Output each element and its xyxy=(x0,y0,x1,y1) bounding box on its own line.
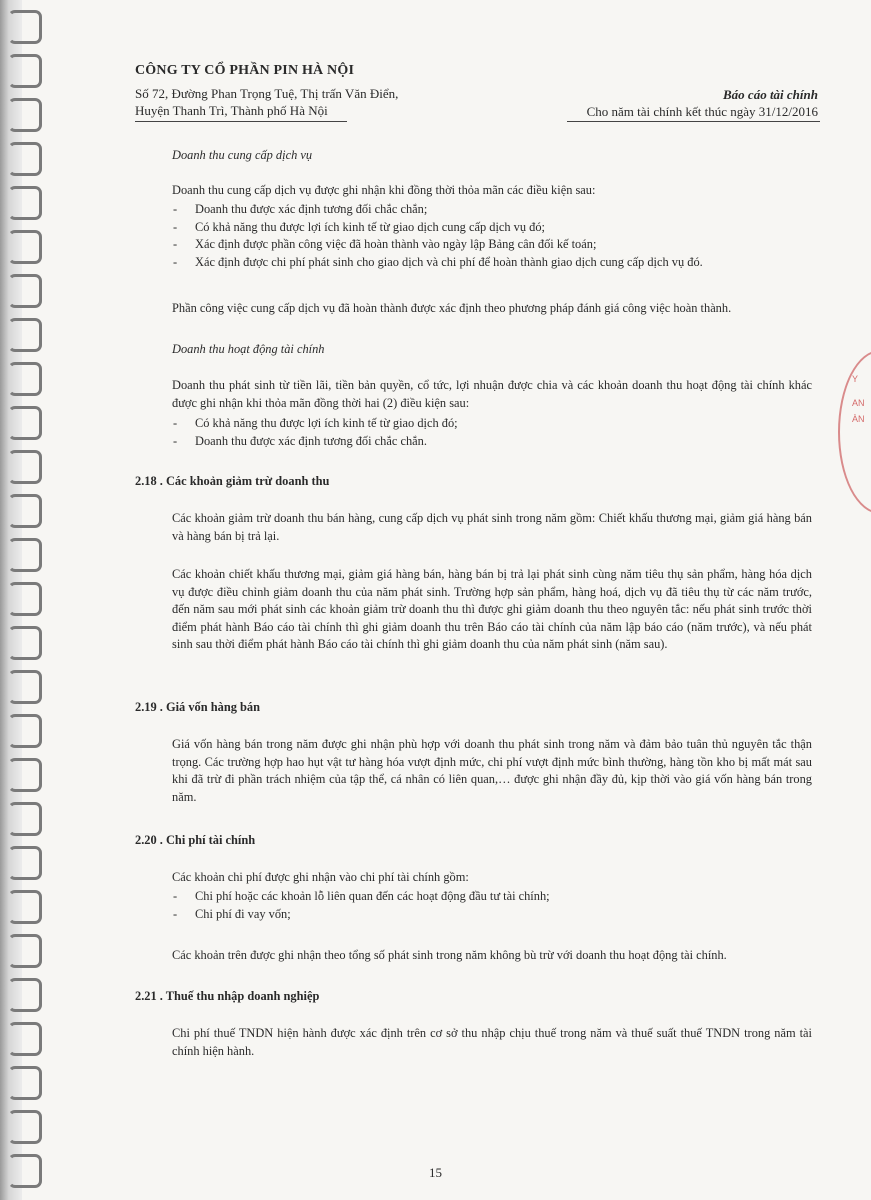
binding-ring xyxy=(8,978,42,1012)
company-stamp xyxy=(838,350,871,514)
binding-ring xyxy=(8,1022,42,1056)
binding-ring xyxy=(8,406,42,440)
list-item: - Xác định được chi phí phát sinh cho giao dịch và chi phí để hoàn thành giao dịch cung cấp dịch vụ đó. xyxy=(172,254,812,272)
binding-ring xyxy=(8,494,42,528)
company-name: CÔNG TY CỔ PHẦN PIN HÀ NỘI xyxy=(135,63,355,78)
binding-ring xyxy=(8,54,42,88)
binding-ring xyxy=(8,890,42,924)
revenue-financial-list xyxy=(172,415,812,450)
section-2-19-paragraph-1: Giá vốn hàng bán trong năm được ghi nhận phù hợp với doanh thu phát sinh trong năm và đảm bảo tuân thủ nguyên tắc thận trọng. Các trường hợp hao hụt vật tư hàng hóa vượt định mức, chi phí vượt định mức bình thường, hàng tồn kho bị mất mát sau khi đã trừ đi phần trách nhiệm của tập thể, cá nhân có liên quan,… được ghi nhận đầy đủ, kịp thời vào giá vốn hàng bán trong năm. xyxy=(172,737,812,804)
binding-ring xyxy=(8,1066,42,1100)
revenue-services-intro: Doanh thu cung cấp dịch vụ được ghi nhận khi đồng thời thỏa mãn các điều kiện sau: xyxy=(172,183,596,197)
binding-ring xyxy=(8,670,42,704)
list-item: - Chi phí hoặc các khoản lỗ liên quan đến các hoạt động đầu tư tài chính; xyxy=(172,888,812,906)
binding-ring xyxy=(8,450,42,484)
stamp-text: AN xyxy=(852,398,865,408)
binding-ring xyxy=(8,714,42,748)
binding-ring xyxy=(8,362,42,396)
page-number: 15 xyxy=(429,1165,442,1180)
section-2-20-closing: Các khoản trên được ghi nhận theo tổng số phát sinh trong năm không bù trừ với doanh thu hoạt động tài chính. xyxy=(172,948,727,962)
list-item: - Có khả năng thu được lợi ích kinh tế từ giao dịch cung cấp dịch vụ đó; xyxy=(172,219,812,237)
binding-ring xyxy=(8,538,42,572)
section-2-18-paragraph-1: Các khoản giảm trừ doanh thu bán hàng, cung cấp dịch vụ phát sinh trong năm gồm: Chiết khấu thương mại, giảm giá hàng bán và hàng bán bị trả lại. xyxy=(172,511,812,543)
report-title: Báo cáo tài chính xyxy=(723,87,818,102)
revenue-financial-subtitle: Doanh thu hoạt động tài chính xyxy=(172,342,325,356)
binding-ring xyxy=(8,98,42,132)
report-period: Cho năm tài chính kết thúc ngày 31/12/2016 xyxy=(586,104,818,119)
revenue-services-subtitle: Doanh thu cung cấp dịch vụ xyxy=(172,148,313,162)
section-2-20-list xyxy=(172,888,812,923)
header-rule-right xyxy=(567,121,820,122)
company-address-line2: Huyện Thanh Trì, Thành phố Hà Nội xyxy=(135,103,328,118)
company-header xyxy=(135,62,465,119)
list-item: - Doanh thu được xác định tương đối chắc chắn. xyxy=(172,433,812,451)
binding-ring xyxy=(8,274,42,308)
section-heading-2-18: 2.18 . Các khoản giảm trừ doanh thu xyxy=(135,474,330,488)
revenue-services-closing: Phần công việc cung cấp dịch vụ đã hoàn thành được xác định theo phương pháp đánh giá công việc hoàn thành. xyxy=(172,301,732,315)
section-2-18-paragraph-2: Các khoản chiết khấu thương mại, giảm giá hàng bán, hàng bán bị trả lại phát sinh cùng năm tiêu thụ sản phẩm, hàng hóa dịch vụ được điều chỉnh giảm doanh thu của năm phát sinh. Trường hợp sản phẩm, hàng hoá, dịch vụ đã tiêu thụ từ các năm trước, đến năm sau mới phát sinh các khoản giảm trừ doanh thu thì được ghi giảm doanh thu theo nguyên tắc: nếu phát sinh trước thời điểm phát hành Báo cáo tài chính thì ghi giảm doanh thu trên Báo cáo tài chính của năm lập báo cáo (năm trước), và nếu phát sinh sau thời điểm phát hành Báo cáo tài chính thì ghi giảm doanh thu của năm phát sinh (năm sau). xyxy=(172,567,812,651)
section-2-20-intro: Các khoản chi phí được ghi nhận vào chi phí tài chính gồm: xyxy=(172,870,469,884)
header-rule-left xyxy=(135,121,347,122)
section-heading-2-21: 2.21 . Thuế thu nhập doanh nghiệp xyxy=(135,989,320,1003)
binding-ring xyxy=(8,318,42,352)
binding-ring xyxy=(8,934,42,968)
binding-ring xyxy=(8,186,42,220)
binding-ring xyxy=(8,626,42,660)
stamp-text: ÀN xyxy=(852,414,865,424)
list-item: - Xác định được phần công việc đã hoàn thành vào ngày lập Bảng cân đối kế toán; xyxy=(172,236,812,254)
binding-ring xyxy=(8,582,42,616)
list-item: - Doanh thu được xác định tương đối chắc chắn; xyxy=(172,201,812,219)
binding-ring xyxy=(8,1110,42,1144)
list-item: - Chi phí đi vay vốn; xyxy=(172,906,812,924)
report-header xyxy=(560,86,818,120)
binding-ring xyxy=(8,846,42,880)
revenue-financial-intro: Doanh thu phát sinh từ tiền lãi, tiền bản quyền, cổ tức, lợi nhuận được chia và các khoản doanh thu hoạt động tài chính khác được ghi nhận khi thỏa mãn đồng thời hai (2) điều kiện sau: xyxy=(172,378,812,410)
company-address-line1: Số 72, Đường Phan Trọng Tuệ, Thị trấn Văn Điển, xyxy=(135,86,399,101)
binding-ring xyxy=(8,802,42,836)
section-heading-2-19: 2.19 . Giá vốn hàng bán xyxy=(135,700,260,714)
list-item: - Có khả năng thu được lợi ích kinh tế từ giao dịch đó; xyxy=(172,415,812,433)
stamp-text: Y xyxy=(852,374,859,384)
section-heading-2-20: 2.20 . Chi phí tài chính xyxy=(135,833,256,847)
binding-ring xyxy=(8,142,42,176)
binding-ring xyxy=(8,230,42,264)
revenue-services-list xyxy=(172,201,812,271)
section-2-21-paragraph-1: Chi phí thuế TNDN hiện hành được xác định trên cơ sở thu nhập chịu thuế trong năm và thuế suất thuế TNDN trong năm tài chính hiện hành. xyxy=(172,1026,812,1058)
binding-ring xyxy=(8,10,42,44)
binding-ring xyxy=(8,758,42,792)
